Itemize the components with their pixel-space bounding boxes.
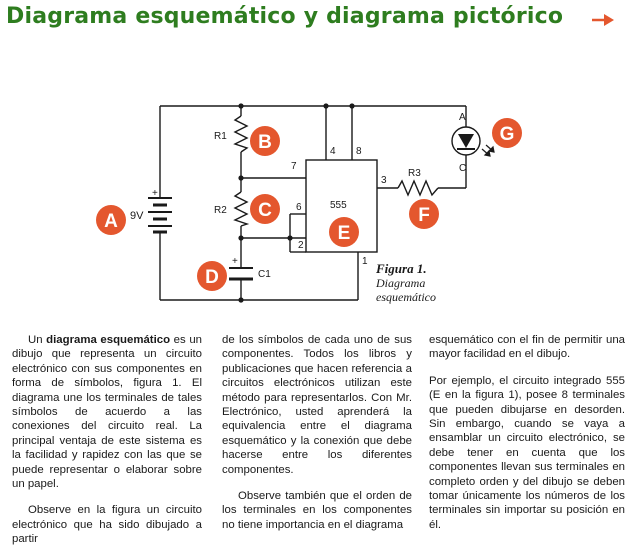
r2-label: R2 [214, 205, 227, 216]
text-column-2 [222, 333, 412, 544]
figure-number: Figura 1. [376, 261, 427, 276]
ic-label: 555 [330, 200, 347, 211]
marker-c [250, 194, 280, 224]
marker-d [197, 261, 227, 291]
battery-plus-label: + [152, 188, 158, 199]
figure-caption-line1: Diagrama [376, 276, 426, 290]
r3-label: R3 [408, 168, 421, 179]
resistor-r3 [398, 181, 438, 195]
col1-paragraph-2: Observe en la figura un circuito electrónico que ha sido dibujado a partir [12, 504, 202, 546]
led-emission-arrows [482, 145, 494, 156]
col2-paragraph-1: de los símbolos de cada uno de sus componentes. Todos los libros y publicaciones que hacen referencia a circuitos electrónicos utilizan este método para representarlos. Con Mr. Electrónico, usted aprenderá la equivalencia entre el diagrama esquemático y la conexión que debe hacerse entre los diferentes componentes. [222, 334, 412, 476]
svg-text:F: F [418, 205, 430, 226]
svg-text:D: D [205, 267, 219, 288]
marker-e [329, 217, 359, 247]
r1-label: R1 [214, 131, 227, 142]
term-diagrama-esquematico: diagrama esquemático [46, 334, 171, 346]
page-title: Diagrama esquemático y diagrama pictórico [6, 4, 564, 29]
svg-text:E: E [337, 223, 351, 244]
marker-g [492, 118, 522, 148]
led-anode-label: A [459, 112, 466, 123]
resistor-r1 [235, 116, 247, 152]
text-column-1 [12, 333, 202, 559]
svg-text:A: A [104, 211, 118, 232]
figure-caption [376, 262, 486, 304]
capacitor-plus-label: + [232, 256, 238, 267]
pin-4-label: 4 [330, 146, 336, 157]
resistor-r2 [235, 192, 247, 226]
battery-voltage-label: 9V [130, 210, 144, 222]
capacitor-label: C1 [258, 269, 271, 280]
pin-3-label: 3 [381, 175, 387, 186]
col3-paragraph-2: Por ejemplo, el circuito integrado 555 (E en la figura 1), posee 8 terminales que pueden dibujarse en desorden. Sin embargo, cuando se vaya a ensamblar un circuito electrónico, se debe tener en cuenta que los componentes llevan sus terminales en completo orden y del dibujo se deben tomar únicamente los números de los terminales sin importar su posición en él. [429, 374, 625, 531]
pin-2-label: 2 [298, 240, 304, 251]
pin-1-label: 1 [362, 256, 368, 267]
figure-caption-line2: esquemático [376, 290, 436, 304]
capacitor-c1 [229, 268, 253, 279]
pin-6-label: 6 [296, 202, 302, 213]
marker-f [409, 199, 439, 229]
pin-8-label: 8 [356, 146, 362, 157]
led-cathode-label: C [459, 163, 467, 174]
battery-symbol [148, 198, 172, 232]
pin-7-label: 7 [291, 161, 297, 172]
svg-text:B: B [258, 132, 272, 153]
col1-paragraph-1: Un diagrama esquemático es un dibujo que representa un circuito electrónico con sus componentes en forma de símbolos, figura 1. El diagrama une los terminales de tales símbolos de acuerdo a las conexiones del circuito real. La principal ventaja de este sistema es la facilidad y rapidez con las que se puede representar o elaborar sobre un papel. [12, 334, 202, 491]
svg-text:C: C [258, 200, 272, 221]
col3-paragraph-1: esquemático con el fin de permitir una mayor facilidad en el dibujo. [429, 334, 625, 361]
col2-paragraph-2: Observe también que el orden de los terminales en los componentes no tiene importancia en el diagrama [222, 490, 412, 531]
text-column-3 [429, 333, 625, 544]
marker-a [96, 205, 126, 235]
marker-b [250, 126, 280, 156]
svg-text:G: G [499, 124, 515, 145]
